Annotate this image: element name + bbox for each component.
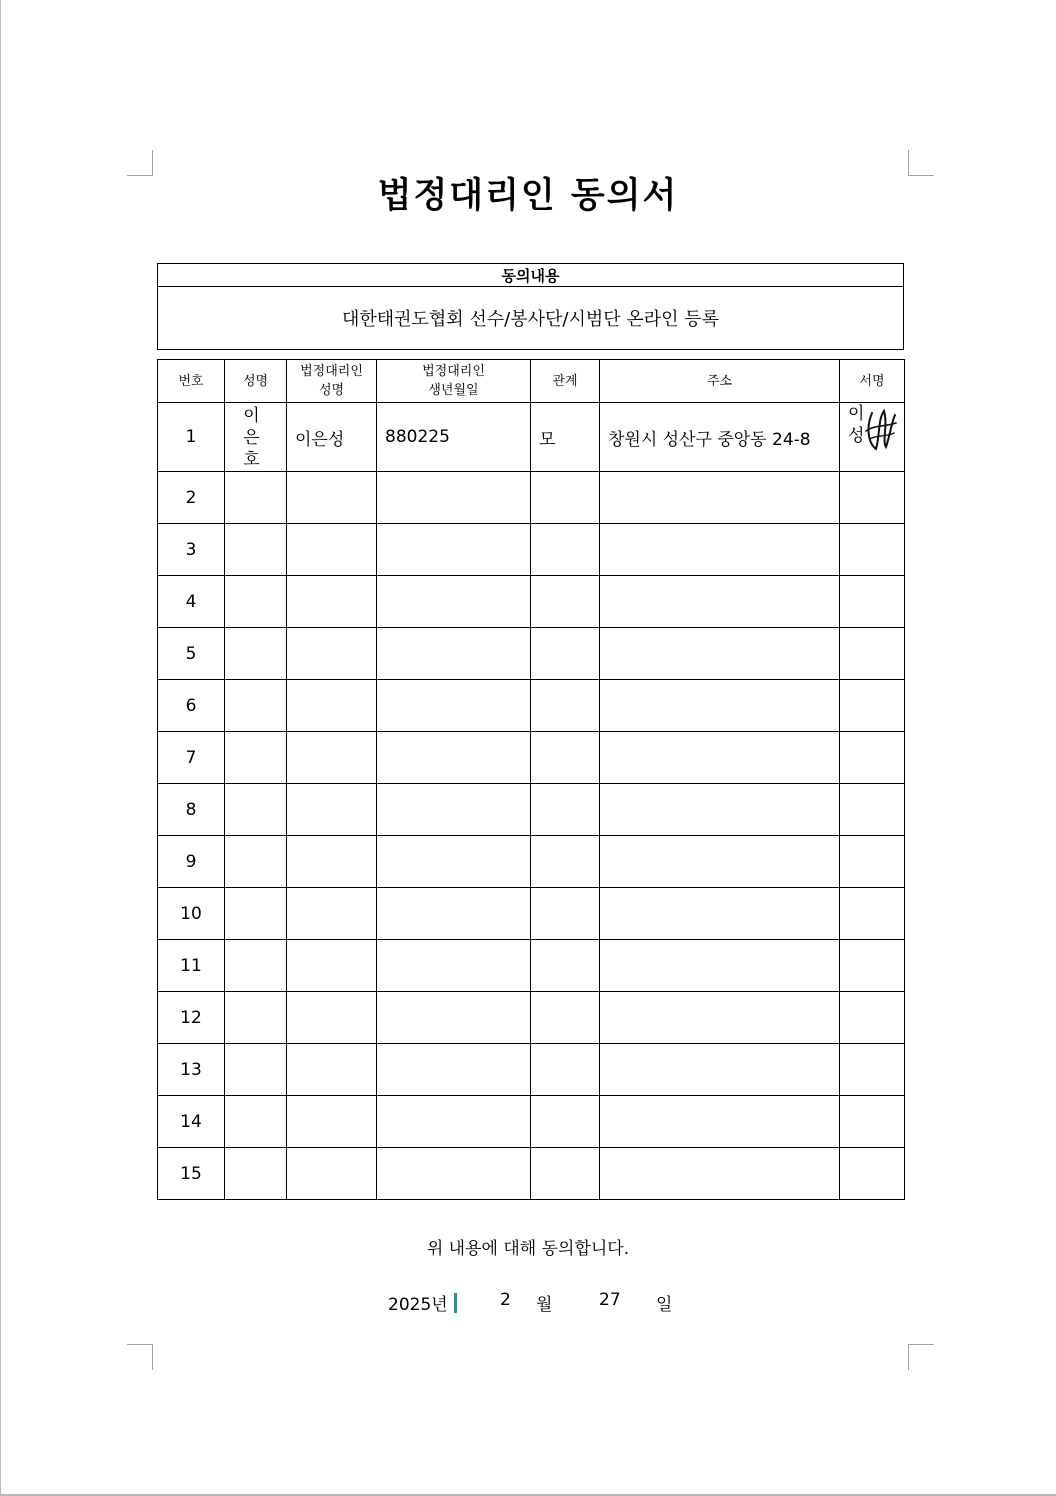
guardian-birth-cell[interactable] [377,732,531,784]
address-cell[interactable] [600,680,840,732]
participant-name-line1: 이 은 [243,406,268,448]
guardian-birth-cell[interactable] [377,836,531,888]
guardian-birth-cell[interactable] [377,940,531,992]
table-row [158,1096,905,1148]
column-header-name: 성명 [225,360,287,403]
roster-table [157,359,905,1200]
address-cell[interactable] [600,888,840,940]
date-month[interactable]: 2 [500,1290,511,1310]
crop-mark-bottom-left [127,1344,153,1370]
address-cell[interactable] [600,576,840,628]
guardian-birth-cell[interactable] [377,628,531,680]
row-number: 8 [158,784,225,836]
handwritten-signature-mark [862,405,898,453]
row-number: 14 [158,1096,225,1148]
guardian-name-cell[interactable] [287,628,377,680]
table-row [158,680,905,732]
participant-name-cell[interactable] [225,1148,287,1200]
relation-cell[interactable] [531,576,600,628]
participant-name-cell[interactable] [225,403,287,472]
row-number: 6 [158,680,225,732]
address-cell[interactable] [600,628,840,680]
relation-cell[interactable] [531,1096,600,1148]
relation-cell[interactable] [531,992,600,1044]
signature-cell[interactable] [840,628,905,680]
column-header-signature: 서명 [840,360,905,403]
signature-cell[interactable] [840,1044,905,1096]
table-row [158,524,905,576]
row-number: 5 [158,628,225,680]
guardian-name-cell[interactable] [287,1148,377,1200]
signature-text-line2: 성 [848,426,865,446]
row-number: 2 [158,472,225,524]
crop-mark-bottom-right [908,1344,934,1370]
guardian-birth-cell[interactable] [377,888,531,940]
signature-cell[interactable] [840,992,905,1044]
guardian-birth-cell[interactable] [377,472,531,524]
guardian-birth-cell[interactable]: 880225 [377,403,531,472]
table-row [158,628,905,680]
guardian-birth-cell[interactable] [377,992,531,1044]
guardian-birth-cell[interactable] [377,524,531,576]
guardian-name-cell[interactable] [287,472,377,524]
participant-name-cell[interactable] [225,992,287,1044]
guardian-name-cell[interactable] [287,784,377,836]
column-header-guardian-birth [377,360,531,403]
row-number: 13 [158,1044,225,1096]
guardian-birth-cell[interactable] [377,576,531,628]
document-title: 법정대리인 동의서 [377,176,679,216]
row-number: 10 [158,888,225,940]
row-number: 11 [158,940,225,992]
participant-name-cell[interactable] [225,732,287,784]
participant-name-line2: 호 [243,450,268,470]
relation-cell[interactable]: 모 [531,403,600,472]
table-row [158,472,905,524]
participant-name-cell[interactable] [225,784,287,836]
row-number: 15 [158,1148,225,1200]
participant-name-cell[interactable] [225,1096,287,1148]
relation-cell[interactable] [531,784,600,836]
guardian-birth-cell[interactable] [377,1044,531,1096]
signature-cell[interactable] [840,836,905,888]
row-number: 9 [158,836,225,888]
address-cell[interactable] [600,784,840,836]
participant-name-cell[interactable] [225,836,287,888]
guardian-birth-cell[interactable] [377,680,531,732]
column-header-guardian-name [287,360,377,403]
row-number: 1 [158,403,225,472]
consent-table [157,263,904,350]
date-day[interactable]: 27 [599,1290,621,1310]
participant-name-cell[interactable] [225,680,287,732]
table-row [158,836,905,888]
guardian-name-cell[interactable] [287,1044,377,1096]
participant-name-cell[interactable] [225,1044,287,1096]
signature-cell[interactable] [840,524,905,576]
guardian-name-cell[interactable] [287,576,377,628]
signature-text-line1: 이 [848,404,865,424]
signature-cell[interactable] [840,472,905,524]
signature-cell[interactable] [840,1096,905,1148]
guardian-name-cell[interactable] [287,1096,377,1148]
row-number: 7 [158,732,225,784]
signature-cell[interactable] [840,940,905,992]
date-year: 2025년 [388,1295,448,1315]
table-row [158,1148,905,1200]
date-month-unit: 월 [536,1295,553,1315]
guardian-birth-cell[interactable] [377,784,531,836]
relation-cell[interactable] [531,940,600,992]
signature-cell[interactable] [840,784,905,836]
relation-cell[interactable] [531,732,600,784]
relation-cell[interactable] [531,472,600,524]
relation-cell[interactable] [531,1148,600,1200]
column-header-address: 주소 [600,360,840,403]
row-number: 4 [158,576,225,628]
row-number: 12 [158,992,225,1044]
guardian-name-cell[interactable] [287,940,377,992]
participant-name-cell[interactable] [225,472,287,524]
column-header-relation: 관계 [531,360,600,403]
address-cell[interactable] [600,472,840,524]
signature-cell[interactable] [840,888,905,940]
relation-cell[interactable] [531,628,600,680]
address-cell[interactable] [600,1096,840,1148]
guardian-birth-cell[interactable] [377,1096,531,1148]
address-cell[interactable] [600,992,840,1044]
guardian-name-cell[interactable] [287,888,377,940]
page-left-edge [0,0,1,1496]
table-row [158,732,905,784]
guardian-name-cell[interactable] [287,524,377,576]
address-cell[interactable] [600,732,840,784]
consent-header: 동의내용 [158,264,904,287]
column-header-number: 번호 [158,360,225,403]
signature-cell[interactable] [840,576,905,628]
guardian-name-cell[interactable]: 이은성 [287,403,377,472]
relation-cell[interactable] [531,1044,600,1096]
text-cursor [454,1293,457,1313]
table-row [158,403,905,472]
guardian-name-line2: 성명 [318,383,345,398]
address-cell[interactable] [600,1148,840,1200]
signature-cell[interactable] [840,732,905,784]
agreement-statement: 위 내용에 대해 동의합니다. [426,1239,630,1259]
table-row [158,888,905,940]
date-day-unit: 일 [656,1295,673,1315]
consent-content[interactable]: 대한태권도협회 선수/봉사단/시범단 온라인 등록 [158,287,904,350]
row-number: 3 [158,524,225,576]
signature-cell[interactable] [840,1148,905,1200]
guardian-birth-line1: 법정대리인 [422,364,485,379]
table-row [158,576,905,628]
table-row [158,784,905,836]
address-cell[interactable] [600,940,840,992]
participant-name-cell[interactable] [225,628,287,680]
table-row [158,992,905,1044]
table-row [158,940,905,992]
relation-cell[interactable] [531,524,600,576]
guardian-name-line1: 법정대리인 [300,364,363,379]
relation-cell[interactable] [531,888,600,940]
address-cell[interactable]: 창원시 성산구 중앙동 24-8 [600,403,840,472]
address-cell[interactable] [600,836,840,888]
table-row [158,1044,905,1096]
participant-name-cell[interactable] [225,524,287,576]
address-cell[interactable] [600,1044,840,1096]
roster-header-row [158,360,905,403]
participant-name-cell[interactable] [225,888,287,940]
signature-cell[interactable] [840,680,905,732]
guardian-name-cell[interactable] [287,992,377,1044]
guardian-name-cell[interactable] [287,732,377,784]
relation-cell[interactable] [531,680,600,732]
guardian-birth-line2: 생년월일 [428,383,479,398]
relation-cell[interactable] [531,836,600,888]
guardian-name-cell[interactable] [287,680,377,732]
participant-name-cell[interactable] [225,576,287,628]
guardian-birth-cell[interactable] [377,1148,531,1200]
guardian-name-cell[interactable] [287,836,377,888]
address-cell[interactable] [600,524,840,576]
participant-name-cell[interactable] [225,940,287,992]
signature-cell[interactable] [840,403,905,472]
